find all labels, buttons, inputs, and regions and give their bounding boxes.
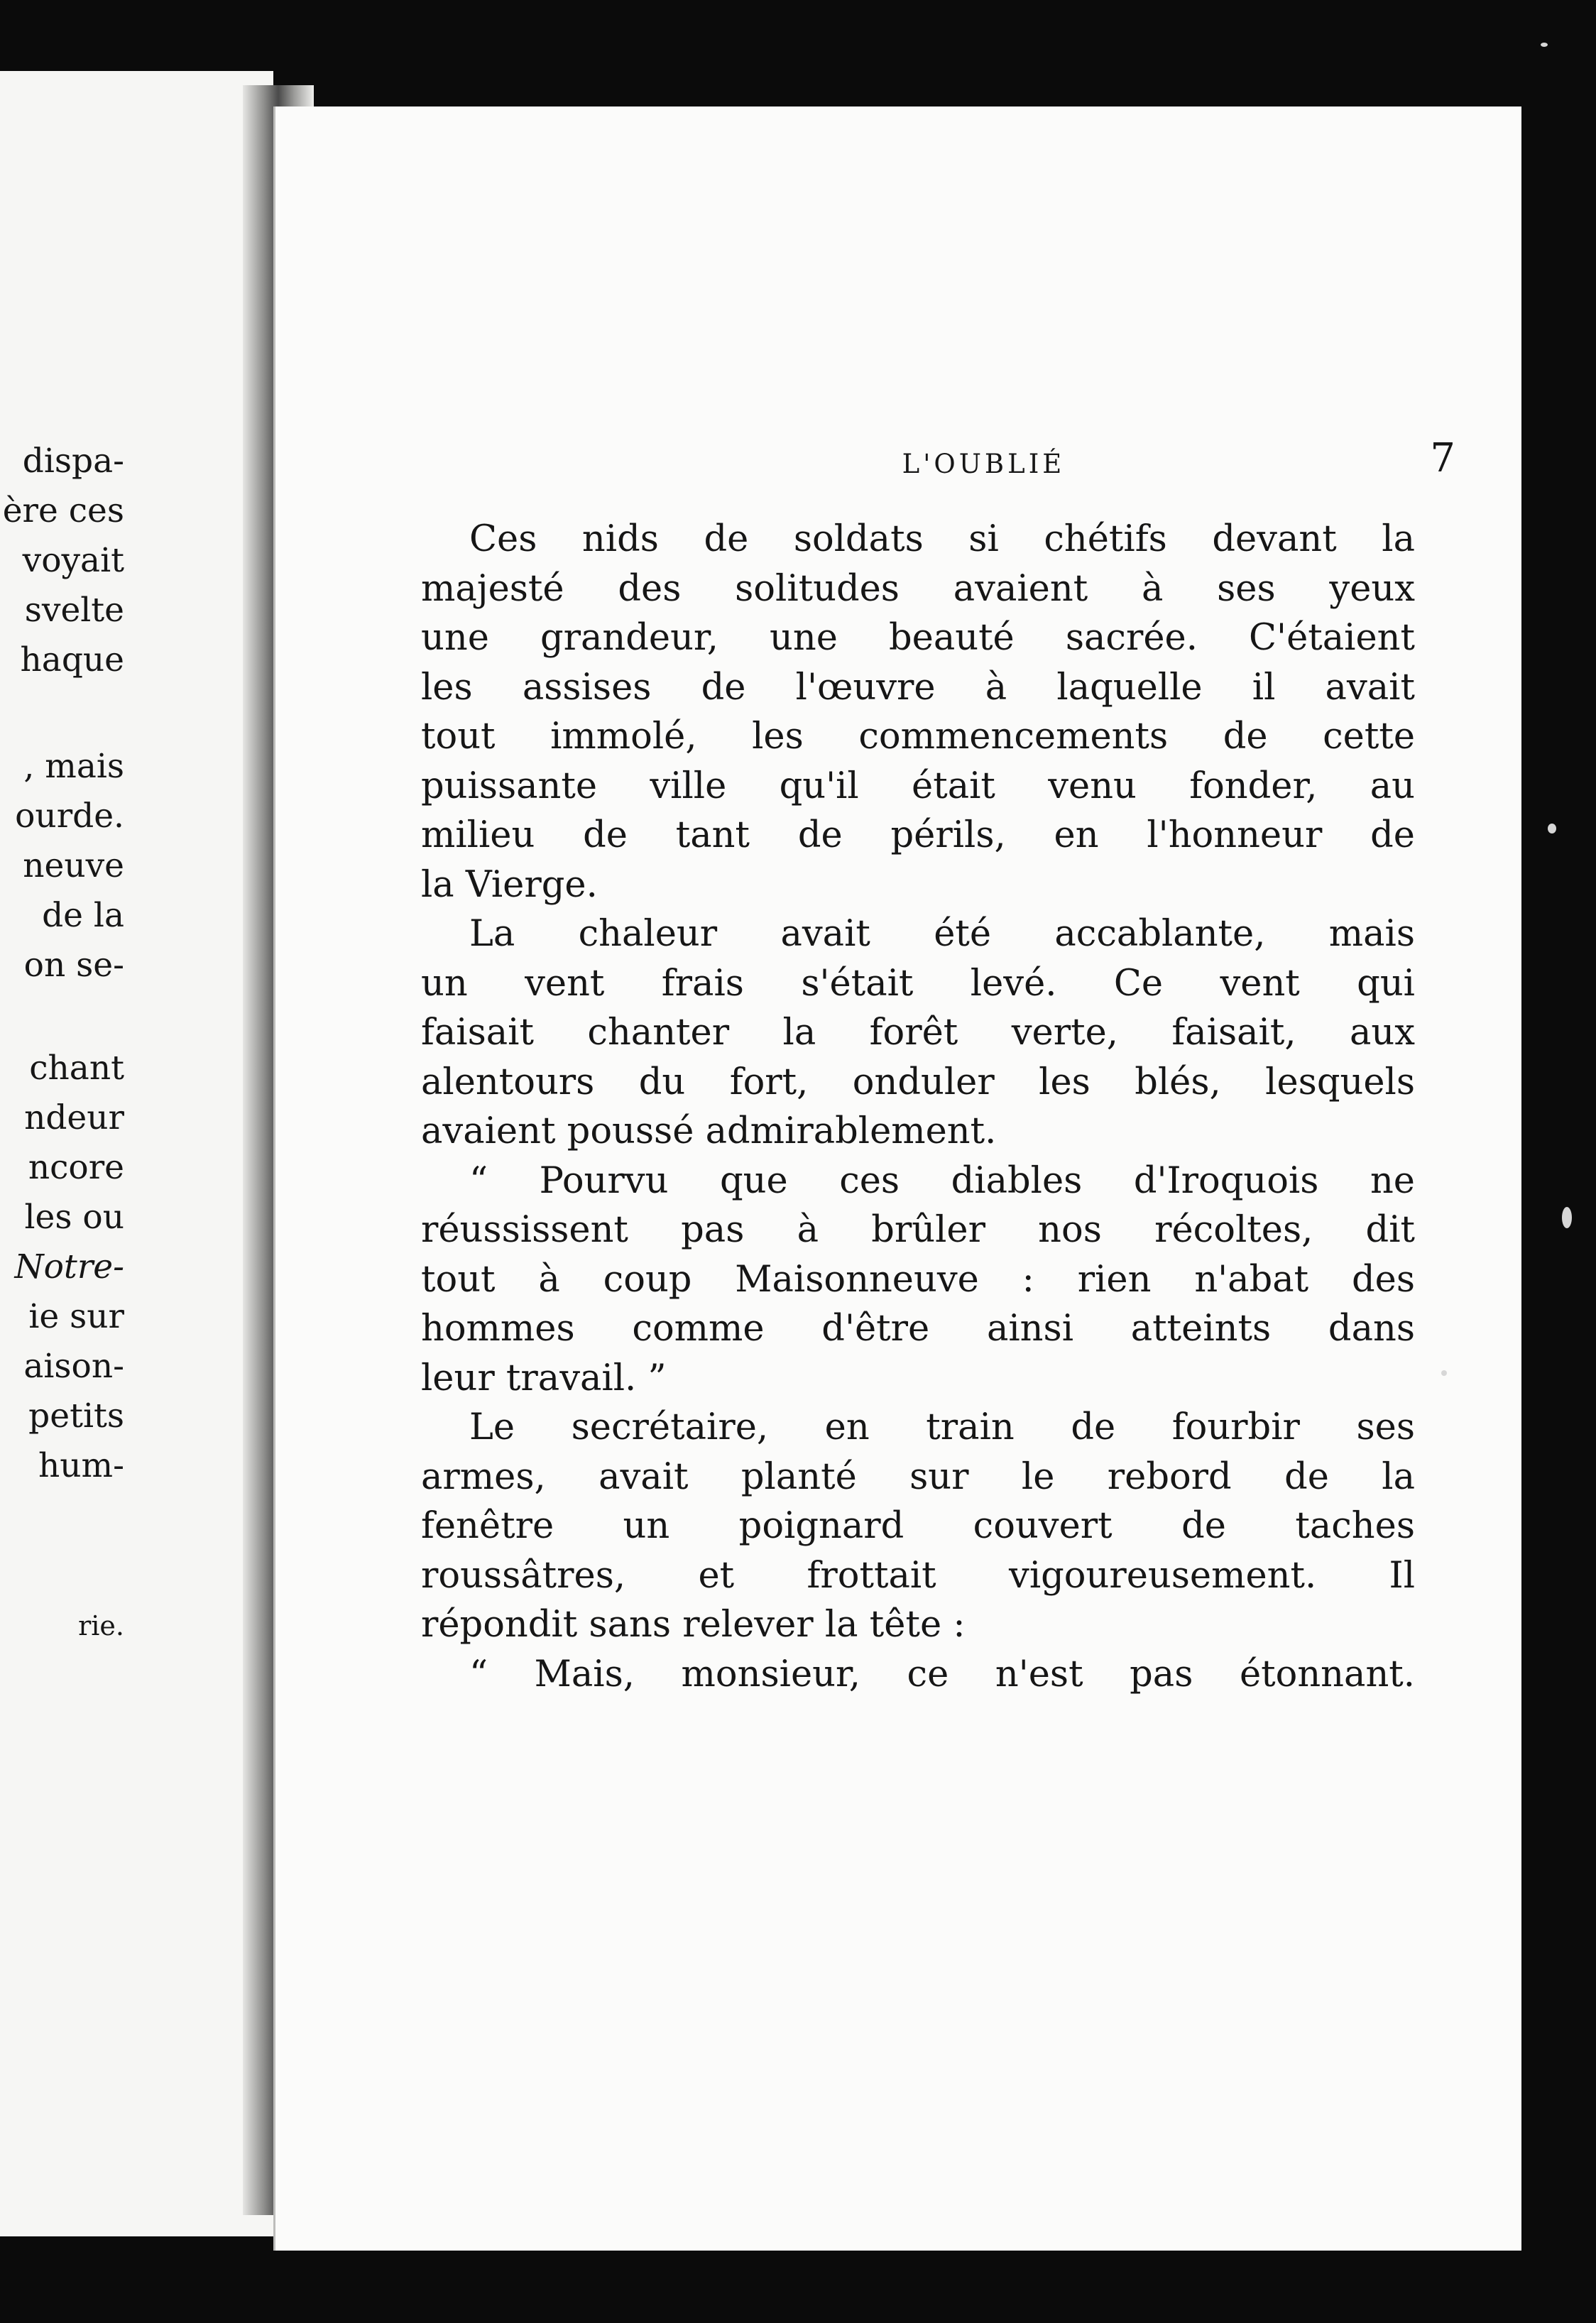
text-line: fenêtre un poignard couvert de taches — [421, 1505, 1415, 1547]
running-head: L'OUBLIÉ — [902, 449, 1066, 479]
left-page-fragment: aison- — [23, 1347, 124, 1386]
left-page-fragment: neuve — [23, 846, 124, 885]
left-page-fragment: rie. — [78, 1610, 124, 1641]
left-page-fragment: , mais — [23, 747, 124, 786]
text-line: tout immolé, les commencements de cette — [421, 716, 1415, 758]
page-number: 7 — [1430, 435, 1455, 481]
left-page-fragment: voyait — [22, 541, 124, 580]
text-line: armes, avait planté sur le rebord de la — [421, 1455, 1415, 1498]
right-page — [273, 106, 1521, 2251]
left-page-fragment: hum- — [38, 1446, 124, 1485]
text-line: milieu de tant de périls, en l'honneur de — [421, 814, 1415, 856]
left-page-fragment: Notre- — [14, 1247, 124, 1286]
text-line: hommes comme d'être ainsi atteints dans — [421, 1308, 1415, 1350]
text-line: Le secrétaire, en train de fourbir ses — [469, 1406, 1415, 1448]
text-line: alentours du fort, onduler les blés, lesquels — [421, 1061, 1415, 1103]
text-line: majesté des solitudes avaient à ses yeux — [421, 567, 1415, 610]
text-line: une grandeur, une beauté sacrée. C'étaient — [421, 617, 1415, 659]
text-line: roussâtres, et frottait vigoureusement. Il — [421, 1554, 1415, 1597]
text-line: tout à coup Maisonneuve : rien n'abat des — [421, 1258, 1415, 1301]
left-page-fragment: on se- — [23, 946, 124, 985]
left-page-fragment: ndeur — [24, 1098, 124, 1137]
text-line: leur travail. ” — [421, 1357, 667, 1399]
left-page-fragment: chant — [29, 1049, 124, 1088]
text-line: avaient poussé admirablement. — [421, 1110, 997, 1152]
text-line: un vent frais s'était levé. Ce vent qui — [421, 962, 1415, 1005]
text-line: La chaleur avait été accablante, mais — [469, 913, 1415, 955]
left-page-fragment: ie sur — [28, 1297, 124, 1336]
left-page-fragment: ourde. — [15, 797, 124, 836]
body-text — [421, 515, 1415, 1699]
left-page — [0, 71, 273, 2236]
text-line: “ Mais, monsieur, ce n'est pas étonnant. — [469, 1653, 1415, 1695]
text-line: réussissent pas à brûler nos récoltes, dit — [421, 1209, 1415, 1251]
text-line: les assises de l'œuvre à laquelle il avait — [421, 666, 1415, 709]
left-page-fragment: ncore — [28, 1148, 124, 1187]
text-line: la Vierge. — [421, 863, 598, 906]
text-line: “ Pourvu que ces diables d'Iroquois ne — [469, 1159, 1415, 1202]
left-page-fragment: svelte — [24, 591, 124, 630]
left-page-fragment: petits — [28, 1396, 124, 1436]
left-page-fragment: ère ces — [2, 491, 124, 530]
left-page-fragment: de la — [42, 896, 124, 935]
text-line: Ces nids de soldats si chétifs devant la — [469, 518, 1415, 560]
left-page-fragment: dispa- — [22, 442, 124, 481]
text-line: puissante ville qu'il était venu fonder, au — [421, 765, 1415, 807]
text-line: faisait chanter la forêt verte, faisait, aux — [421, 1012, 1415, 1054]
text-line: répondit sans relever la tête : — [421, 1604, 966, 1646]
left-page-fragment: les ou — [24, 1198, 124, 1237]
left-page-fragment: haque — [20, 640, 124, 679]
